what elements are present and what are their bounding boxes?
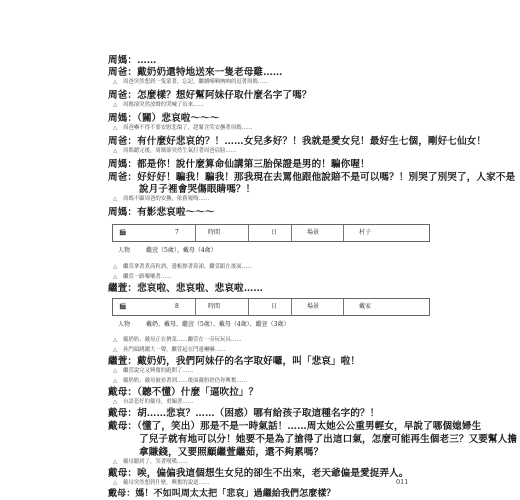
place-value: 村子 bbox=[359, 229, 372, 236]
place-value: 戴家 bbox=[359, 303, 372, 310]
time-value: 日 bbox=[271, 229, 278, 236]
direction-triangle-icon: △ bbox=[113, 125, 118, 131]
time-label: 時間 bbox=[208, 229, 221, 236]
dialogue-line: 繼萱：戴奶奶，我們阿妹仔的名字取好囉，叫「悲哀」啦！ bbox=[108, 356, 361, 367]
stage-direction: △ 台語悲好的戴母，重編著…… bbox=[113, 399, 194, 405]
script-page: 周媽：…… 周爸：戴奶奶還特地送來一隻老母雞…… △ 周爸突然想到一隻蒙著，忘記，繼續喃喃吶吶的逗著周媽…… 周爸：怎麼樣？想好幫阿妹仔取什麼名字了嗎？ △ 周媽卻突然放聲的哭喊了出來…… 周媽：（關）悲哀啦～～～ △ 周爸嚇不得不要安慰悲傷了，趕緊含笑安撫著周媽…… 周爸：有什麼好悲哀的？！……女兒多好？！我就是愛女兒！最好生七個，剛好七仙女！ △ 周媽聽完後，周媽卻突然生氣打著周爸肩膀…… 周媽：都是你！說什麼算命仙講第三胎保證是男的！騙你喔！ 周爸：好好好！騙我！騙我！那我現在去罵他跟他說賠不是可以嗎？！別哭了別哭了，人家不是 說月子裡會哭傷眼睛嗎？！ △ 周媽不顧周爸的安撫，依舊嚎啕…… 周媽：有影悲哀啦～～～ 🎬 7 時間 日 場景 村子 人物 繼萱（5歲）、戴母（4歲） △ 繼萱拿著煮高粒酒，邊帳擦著鼻涕，繼萱跟在後面…… △ 繼萱一路嚷嚷著…… 繼萱：悲哀啦、悲哀啦、悲哀啦…… 🎬 8 時間 日 場景 戴家 人物 戴奶、戴母、繼萱（5歲）、戴母（4歲）、繼萱（3歲） △ 戴奶奶、戴母正在擠菜……繼萱在一旁玩玩具…… △ 孙門頭跳躍大一聲，繼萱起在門邊嚇嚇…… 繼萱：戴奶奶，我們阿妹仔的名字取好囉，叫「悲哀」啦！ △ 繼萱說完又興奮的跑開了…… △ 戴奶奶、戴母被看著到……後面戴奶奶仍你興奮…… 戴母：（聽不懂）什麼「逼吹拉」？ △ 台語悲好的戴母，重編著…… 戴母：胡……悲哀？……（困惑）哪有給孩子取這種名字的？！ 戴母：（懂了，笑出）那是不是一時氣話！……周太她公公重男輕女，早說了哪個媳婦生 了兒子就有地可以分！她要不是為了搶得了出這口氣，怎麼可能再生個老三？又要幫人擔 拿賺錢，又要照顧繼萱繼茹，還不夠累嗎？ △ 戴母聽到了，笑著嘆嘆…… 戴母：唉，偏偏我這個想生女兒的卻生不出來，老天爺偏是愛捉弄人。 △ 戴母突然想到什麼，興奮的說道…… 戴母：媽！不如叫周太太把「悲哀」過繼給我們怎麼樣？ 011 bbox=[0, 0, 520, 500]
direction-triangle-icon: △ bbox=[113, 480, 118, 486]
direction-triangle-icon: △ bbox=[113, 368, 118, 374]
dialogue-line: 戴母：媽！不如叫周太太把「悲哀」過繼給我們怎麼樣？ bbox=[108, 489, 336, 499]
dialogue-line: 戴母：唉，偏偏我這個想生女兒的卻生不出來，老天爺偏是愛捉弄人。 bbox=[108, 468, 409, 479]
dialogue-line: 周媽：有影悲哀啦～～～ bbox=[108, 207, 215, 218]
place-label: 場景 bbox=[307, 303, 320, 310]
stage-direction: △ 繼萱一路嚷嚷著…… bbox=[113, 274, 172, 280]
dialogue-line: 戴母：（聽不懂）什麼「逼吹拉」？ bbox=[108, 387, 259, 398]
stage-direction: △ 孙門頭跳躍大一聲，繼萱起在門邊嚇嚇…… bbox=[113, 347, 226, 353]
dialogue-line-continued: 拿賺錢，又要照顧繼萱繼茹，還不夠累嗎？ bbox=[139, 447, 324, 458]
scene-number: 7 bbox=[175, 229, 179, 236]
direction-triangle-icon: △ bbox=[113, 264, 118, 270]
dialogue-line-continued: 說月子裡會哭傷眼睛嗎？！ bbox=[139, 184, 256, 195]
time-value: 日 bbox=[271, 303, 278, 310]
direction-triangle-icon: △ bbox=[113, 274, 118, 280]
scene-number: 8 bbox=[175, 303, 179, 310]
stage-direction: △ 戴奶奶、戴母正在擠菜……繼萱在一旁玩玩具…… bbox=[113, 337, 242, 343]
stage-direction: △ 周爸嚇不得不要安慰悲傷了，趕緊含笑安撫著周媽…… bbox=[113, 125, 253, 131]
direction-triangle-icon: △ bbox=[113, 459, 118, 465]
direction-triangle-icon: △ bbox=[113, 196, 118, 202]
stage-direction: △ 戴母聽到了，笑著嘆嘆…… bbox=[113, 459, 188, 465]
dialogue-line: 周媽：都是你！說什麼算命仙講第三胎保證是男的！騙你喔！ bbox=[108, 159, 370, 170]
time-label: 時間 bbox=[208, 303, 221, 310]
scene-heading bbox=[112, 224, 430, 242]
stage-direction: △ 周爸突然想到一隻蒙著，忘記，繼續喃喃吶吶的逗著周媽…… bbox=[113, 79, 269, 85]
direction-triangle-icon: △ bbox=[113, 378, 118, 384]
dialogue-line-continued: 了兒子就有地可以分！她要不是為了搶得了出這口氣，怎麼可能再生個老三？又要幫人擔 bbox=[139, 434, 518, 445]
dialogue-line: 周爸：有什麼好悲哀的？！……女兒多好？！我就是愛女兒！最好生七個，剛好七仙女！ bbox=[108, 136, 487, 147]
stage-direction: △ 周媽聽完後，周媽卻突然生氣打著周爸肩膀…… bbox=[113, 148, 237, 154]
stage-direction: △ 戴母突然想到什麼，興奮的說道…… bbox=[113, 480, 210, 486]
direction-triangle-icon: △ bbox=[113, 337, 118, 343]
place-label: 場景 bbox=[307, 229, 320, 236]
dialogue-line: 周爸：好好好！騙我！騙我！那我現在去罵他跟他說賠不是可以嗎？！別哭了別哭了，人家不是 bbox=[108, 172, 516, 183]
direction-triangle-icon: △ bbox=[113, 347, 118, 353]
direction-triangle-icon: △ bbox=[113, 102, 118, 108]
scene-heading bbox=[112, 298, 430, 316]
direction-triangle-icon: △ bbox=[113, 79, 118, 85]
clapperboard-icon: 🎬 bbox=[119, 229, 127, 236]
dialogue-line: 周媽：…… bbox=[108, 55, 157, 66]
stage-direction: △ 周媽卻突然放聲的哭喊了出來…… bbox=[113, 102, 204, 108]
direction-triangle-icon: △ bbox=[113, 148, 118, 154]
direction-triangle-icon: △ bbox=[113, 399, 118, 405]
clapperboard-icon: 🎬 bbox=[119, 303, 127, 310]
stage-direction: △ 周媽不顧周爸的安撫，依舊嚎啕…… bbox=[113, 196, 210, 202]
dialogue-line: 戴母：（懂了，笑出）那是不是一時氣話！……周太她公公重男輕女，早說了哪個媳婦生 bbox=[108, 421, 482, 432]
dialogue-line: 繼萱：悲哀啦、悲哀啦、悲哀啦…… bbox=[108, 283, 264, 294]
page-number: 011 bbox=[396, 478, 409, 486]
dialogue-line: 周媽：（關）悲哀啦～～～ bbox=[108, 113, 220, 124]
dialogue-line: 戴母：胡……悲哀？……（困惑）哪有給孩子取這種名字的？！ bbox=[108, 408, 380, 419]
stage-direction: △ 繼萱說完又興奮的跑開了…… bbox=[113, 368, 194, 374]
dialogue-line: 周爸：怎麼樣？想好幫阿妹仔取什麼名字了嗎？ bbox=[108, 90, 312, 101]
dialogue-line: 周爸：戴奶奶還特地送來一隻老母雞…… bbox=[108, 67, 283, 78]
stage-direction: △ 繼萱拿著煮高粒酒，邊帳擦著鼻涕，繼萱跟在後面…… bbox=[113, 264, 253, 270]
stage-direction: △ 戴奶奶、戴母被看著到……後面戴奶奶仍你興奮…… bbox=[113, 378, 247, 384]
